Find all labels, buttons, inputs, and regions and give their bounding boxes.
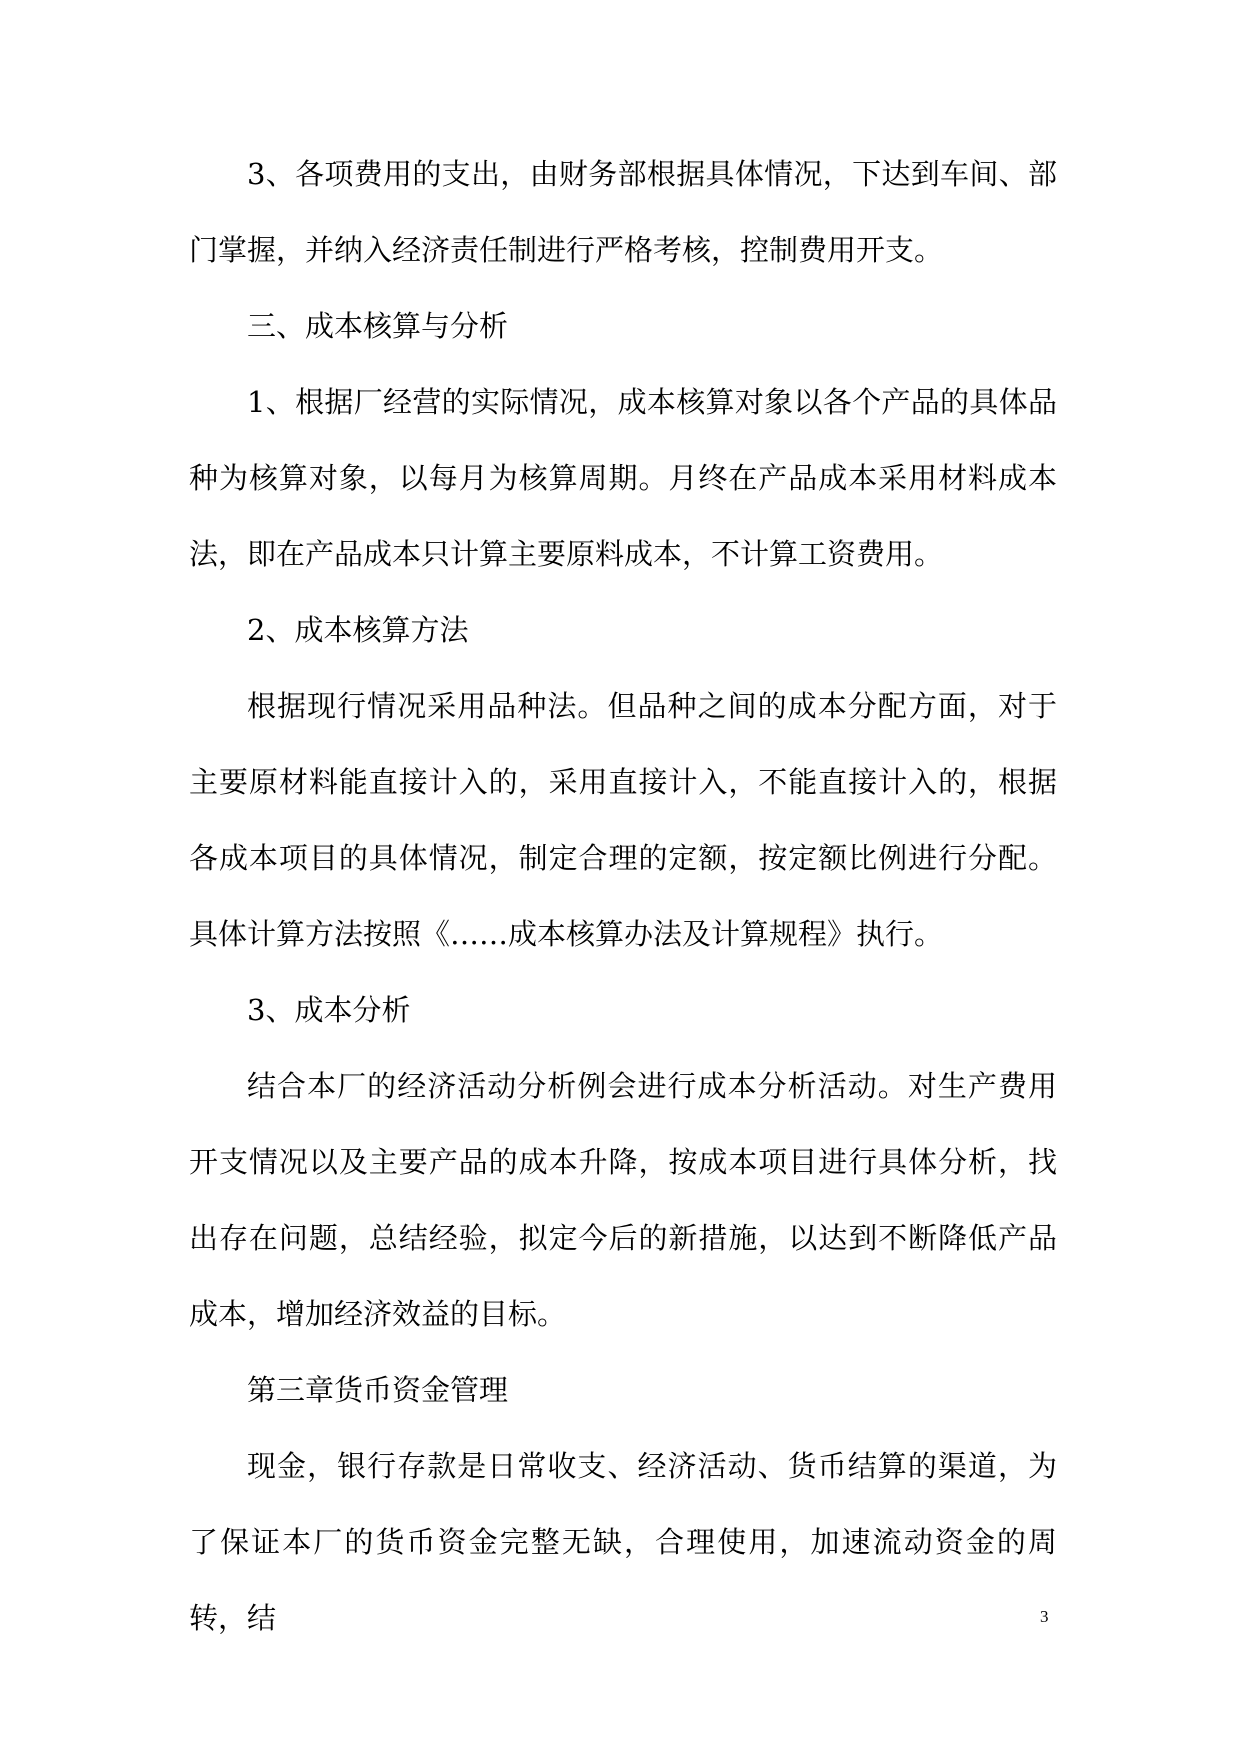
- section-heading-cost-accounting: 三、成本核算与分析: [247, 309, 509, 343]
- paragraph-monetary-funds: 现金，银行存款是日常收支、经济活动、货币结算的渠道，为了保证本厂的货币资金完整无缺，合理使用，加速流动资金的周转，结: [189, 1449, 1057, 1635]
- paragraph-accounting-method: 根据现行情况采用品种法。但品种之间的成本分配方面，对于主要原材料能直接计入的，采用直接计入，不能直接计入的，根据各成本项目的具体情况，制定合理的定额，按定额比例进行分配。具体计算方法按照《……成本核算办法及计算规程》执行。: [189, 689, 1057, 951]
- paragraph-accounting-object: 1、根据厂经营的实际情况，成本核算对象以各个产品的具体品种为核算对象，以每月为核算周期。月终在产品成本采用材料成本法，即在产品成本只计算主要原料成本，不计算工资费用。: [189, 385, 1057, 571]
- document-body: [189, 136, 1057, 1656]
- subheading-cost-analysis: 3、成本分析: [247, 993, 411, 1027]
- chapter-heading-monetary-funds: 第三章货币资金管理: [247, 1373, 509, 1407]
- paragraph-cost-analysis: 结合本厂的经济活动分析例会进行成本分析活动。对生产费用开支情况以及主要产品的成本升降，按成本项目进行具体分析，找出存在问题，总结经验，拟定今后的新措施，以达到不断降低产品成本，增加经济效益的目标。: [189, 1069, 1057, 1331]
- page-number: 3: [1040, 1607, 1049, 1626]
- paragraph-expense-control: 3、各项费用的支出，由财务部根据具体情况，下达到车间、部门掌握，并纳入经济责任制进行严格考核，控制费用开支。: [189, 157, 1057, 267]
- subheading-accounting-method: 2、成本核算方法: [247, 613, 469, 647]
